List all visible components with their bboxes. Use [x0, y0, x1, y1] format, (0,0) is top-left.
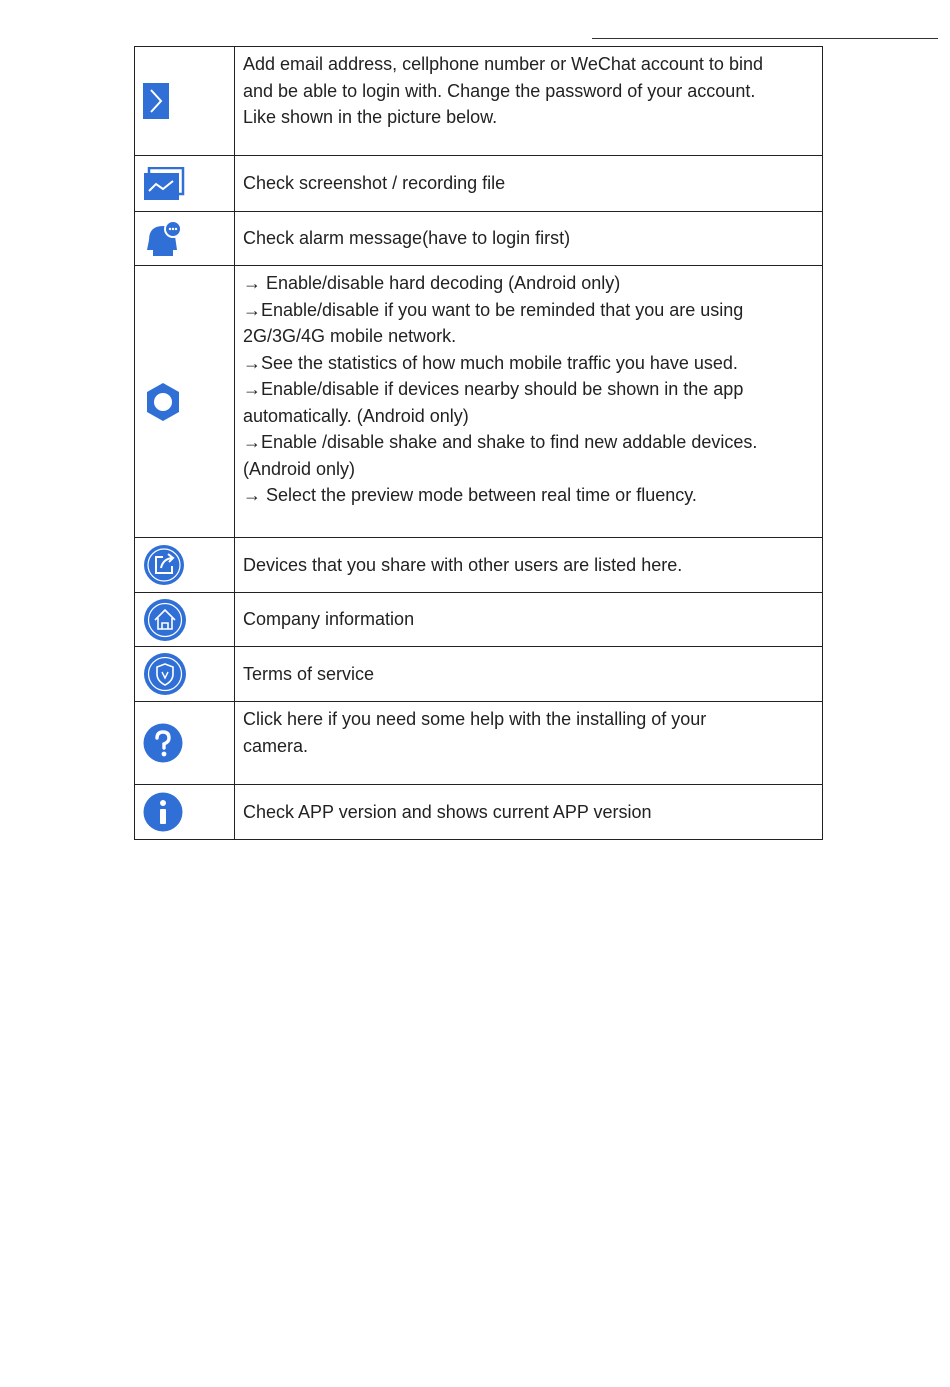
row-description [235, 212, 823, 266]
table-row [135, 266, 823, 538]
row-description [235, 647, 823, 702]
description-line: →Enable/disable if you want to be reminded that you are using [243, 299, 744, 320]
description-line: camera. [243, 735, 309, 756]
table-row [135, 47, 823, 156]
info-icon [143, 792, 234, 832]
table-row [135, 156, 823, 212]
shield-icon [143, 652, 234, 696]
description-line: and be able to login with. Change the password of your account. [243, 80, 756, 101]
description-line: Click here if you need some help with the installing of your [243, 709, 707, 729]
description-line: Add email address, cellphone number or WeChat account to bind [243, 54, 763, 74]
home-icon [143, 598, 234, 642]
settings-gear-icon [143, 382, 234, 422]
row-description [235, 538, 823, 593]
description-line: automatically. (Android only) [243, 405, 469, 426]
description-line: → Select the preview mode between real time or fluency. [243, 485, 697, 505]
alarm-message-icon [143, 220, 234, 258]
share-icon [143, 544, 234, 586]
header-rule [592, 38, 938, 39]
row-description [235, 266, 823, 538]
row-description [235, 156, 823, 212]
description-line: → Enable/disable hard decoding (Android only) [243, 273, 621, 293]
screenshot-gallery-icon [143, 167, 234, 201]
description-line: Check screenshot / recording file [243, 173, 506, 194]
description-line: Devices that you share with other users are listed here. [243, 554, 683, 575]
description-line: Company information [243, 609, 415, 630]
row-description [235, 593, 823, 647]
help-icon [143, 723, 234, 763]
feature-table [134, 46, 823, 840]
description-line: Terms of service [243, 663, 375, 684]
row-description [235, 702, 823, 785]
description-line: →See the statistics of how much mobile traffic you have used. [243, 352, 738, 373]
description-line: 2G/3G/4G mobile network. [243, 326, 457, 346]
chevron-right-icon [143, 83, 234, 119]
table-row [135, 785, 823, 840]
row-description [235, 785, 823, 840]
description-line: →Enable/disable if devices nearby should be shown in the app [243, 379, 744, 399]
table-row [135, 593, 823, 647]
description-line: Like shown in the picture below. [243, 107, 498, 127]
description-line: Check alarm message(have to login first) [243, 228, 571, 249]
table-row [135, 538, 823, 593]
description-line: Check APP version and shows current APP version [243, 801, 652, 822]
table-row [135, 702, 823, 785]
description-line: →Enable /disable shake and shake to find new addable devices. [243, 432, 758, 452]
table-row [135, 647, 823, 702]
table-row [135, 212, 823, 266]
description-line: (Android only) [243, 458, 356, 479]
row-description [235, 47, 823, 156]
